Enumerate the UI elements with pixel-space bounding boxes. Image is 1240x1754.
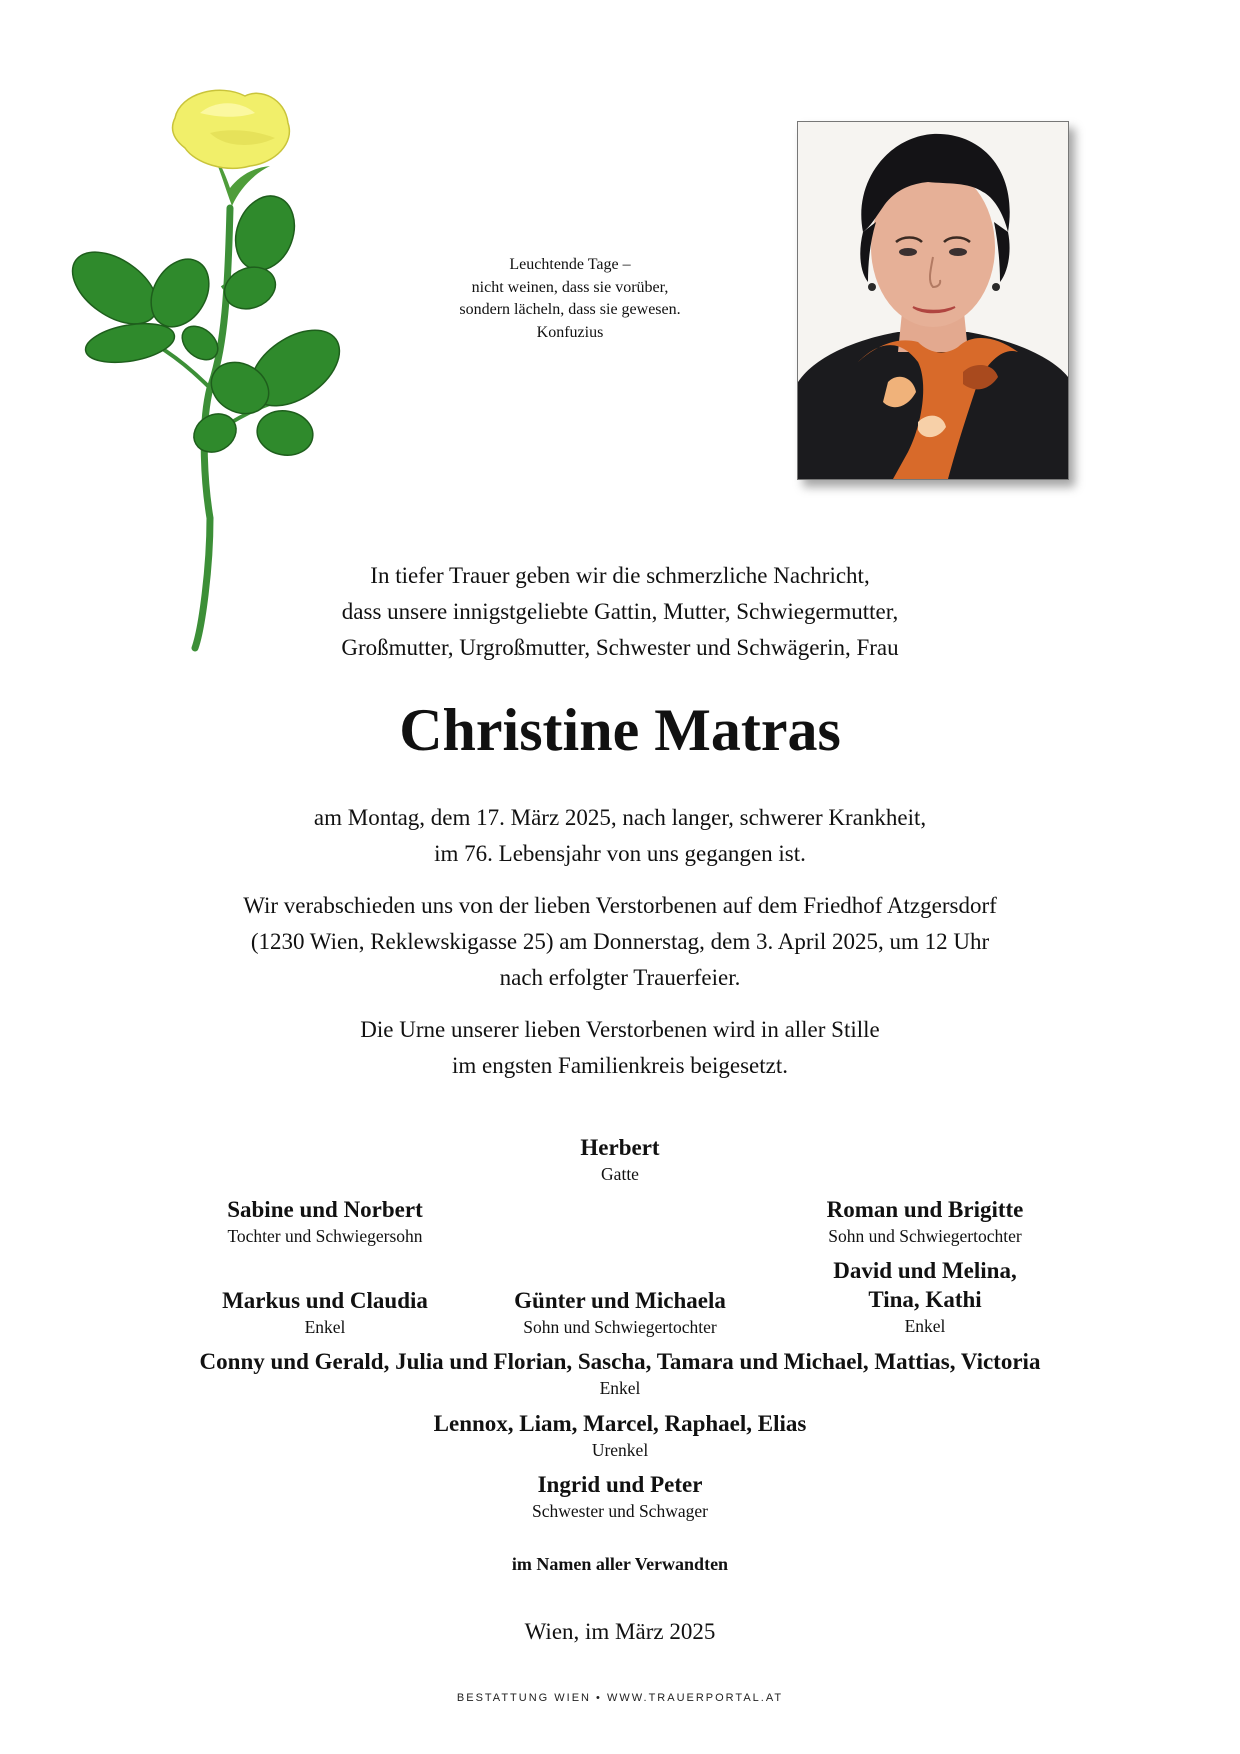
mourner-name: Conny und Gerald, Julia und Florian, Sascha, Tamara und Michael, Mattias, Victoria xyxy=(199,1349,1041,1374)
footer-company: BESTATTUNG WIEN xyxy=(456,1692,591,1704)
mourner-relation: Sohn und Schwiegertochter xyxy=(523,1317,717,1337)
urn-text xyxy=(170,1012,1070,1084)
quote-block xyxy=(400,254,740,344)
mourner-roman xyxy=(760,1195,1090,1248)
intro-text xyxy=(170,558,1070,666)
mourner-conny xyxy=(120,1347,1120,1400)
farewell-line: Wir verabschieden uns von der lieben Verstorbenen auf dem Friedhof Atzgersdorf xyxy=(243,893,997,918)
mourner-relation: Schwester und Schwager xyxy=(532,1501,708,1521)
footer xyxy=(320,1690,920,1706)
urn-line: Die Urne unserer lieben Verstorbenen wird in aller Stille xyxy=(360,1017,880,1042)
mourner-guenter xyxy=(470,1286,770,1339)
quote-line: Leuchtende Tage – xyxy=(509,256,631,273)
mourner-name: Tina, Kathi xyxy=(868,1287,982,1312)
mourner-relation: Sohn und Schwiegertochter xyxy=(828,1226,1022,1246)
footer-website: WWW.TRAUERPORTAL.AT xyxy=(606,1692,784,1704)
portrait-photo xyxy=(797,121,1069,480)
mourner-relation: Enkel xyxy=(304,1317,346,1337)
mourner-name: Günter und Michaela xyxy=(514,1288,726,1313)
intro-line: In tiefer Trauer geben wir die schmerzliche Nachricht, xyxy=(370,563,870,588)
mourner-david xyxy=(760,1256,1090,1338)
intro-line: Großmutter, Urgroßmutter, Schwester und Schwägerin, Frau xyxy=(341,635,899,660)
farewell-line: nach erfolgter Trauerfeier. xyxy=(499,965,741,990)
passing-line: im 76. Lebensjahr von uns gegangen ist. xyxy=(434,841,806,866)
farewell-line: (1230 Wien, Reklewskigasse 25) am Donnerstag, dem 3. April 2025, um 12 Uhr xyxy=(250,929,990,954)
behalf-line: im Namen aller Verwandten xyxy=(511,1554,729,1574)
passing-text xyxy=(170,800,1070,872)
mourner-name: Markus und Claudia xyxy=(222,1288,428,1313)
mourner-name: Lennox, Liam, Marcel, Raphael, Elias xyxy=(433,1411,807,1436)
quote-author: Konfuzius xyxy=(536,323,604,341)
mourner-relation: Enkel xyxy=(904,1316,946,1336)
mourner-ingrid xyxy=(370,1470,870,1523)
place-date: Wien, im März 2025 xyxy=(524,1619,716,1644)
mourner-name: Roman und Brigitte xyxy=(826,1197,1024,1222)
mourner-relation: Urenkel xyxy=(591,1440,649,1460)
mourner-name: Herbert xyxy=(580,1135,660,1160)
mourner-sabine xyxy=(160,1195,490,1248)
quote-line: nicht weinen, dass sie vorüber, xyxy=(471,278,669,296)
mourner-lennox xyxy=(270,1409,970,1462)
passing-line: am Montag, dem 17. März 2025, nach langer, schwerer Krankheit, xyxy=(313,805,927,830)
mourner-herbert xyxy=(470,1133,770,1186)
mourner-markus xyxy=(160,1286,490,1339)
quote-line: sondern lächeln, dass sie gewesen. xyxy=(459,301,681,318)
mourner-relation: Enkel xyxy=(599,1378,641,1398)
mourner-name: David und Melina, xyxy=(833,1258,1017,1283)
footer-separator: • xyxy=(596,1692,602,1704)
urn-line: im engsten Familienkreis beigesetzt. xyxy=(452,1053,788,1078)
mourner-relation: Gatte xyxy=(601,1164,639,1184)
farewell-text xyxy=(170,888,1070,996)
mourner-name: Ingrid und Peter xyxy=(537,1472,703,1497)
mourner-relation: Tochter und Schwiegersohn xyxy=(227,1226,423,1246)
mourner-name: Sabine und Norbert xyxy=(227,1197,423,1222)
intro-line: dass unsere innigstgeliebte Gattin, Mutter, Schwiegermutter, xyxy=(341,599,899,624)
deceased-name: Christine Matras xyxy=(399,697,841,763)
